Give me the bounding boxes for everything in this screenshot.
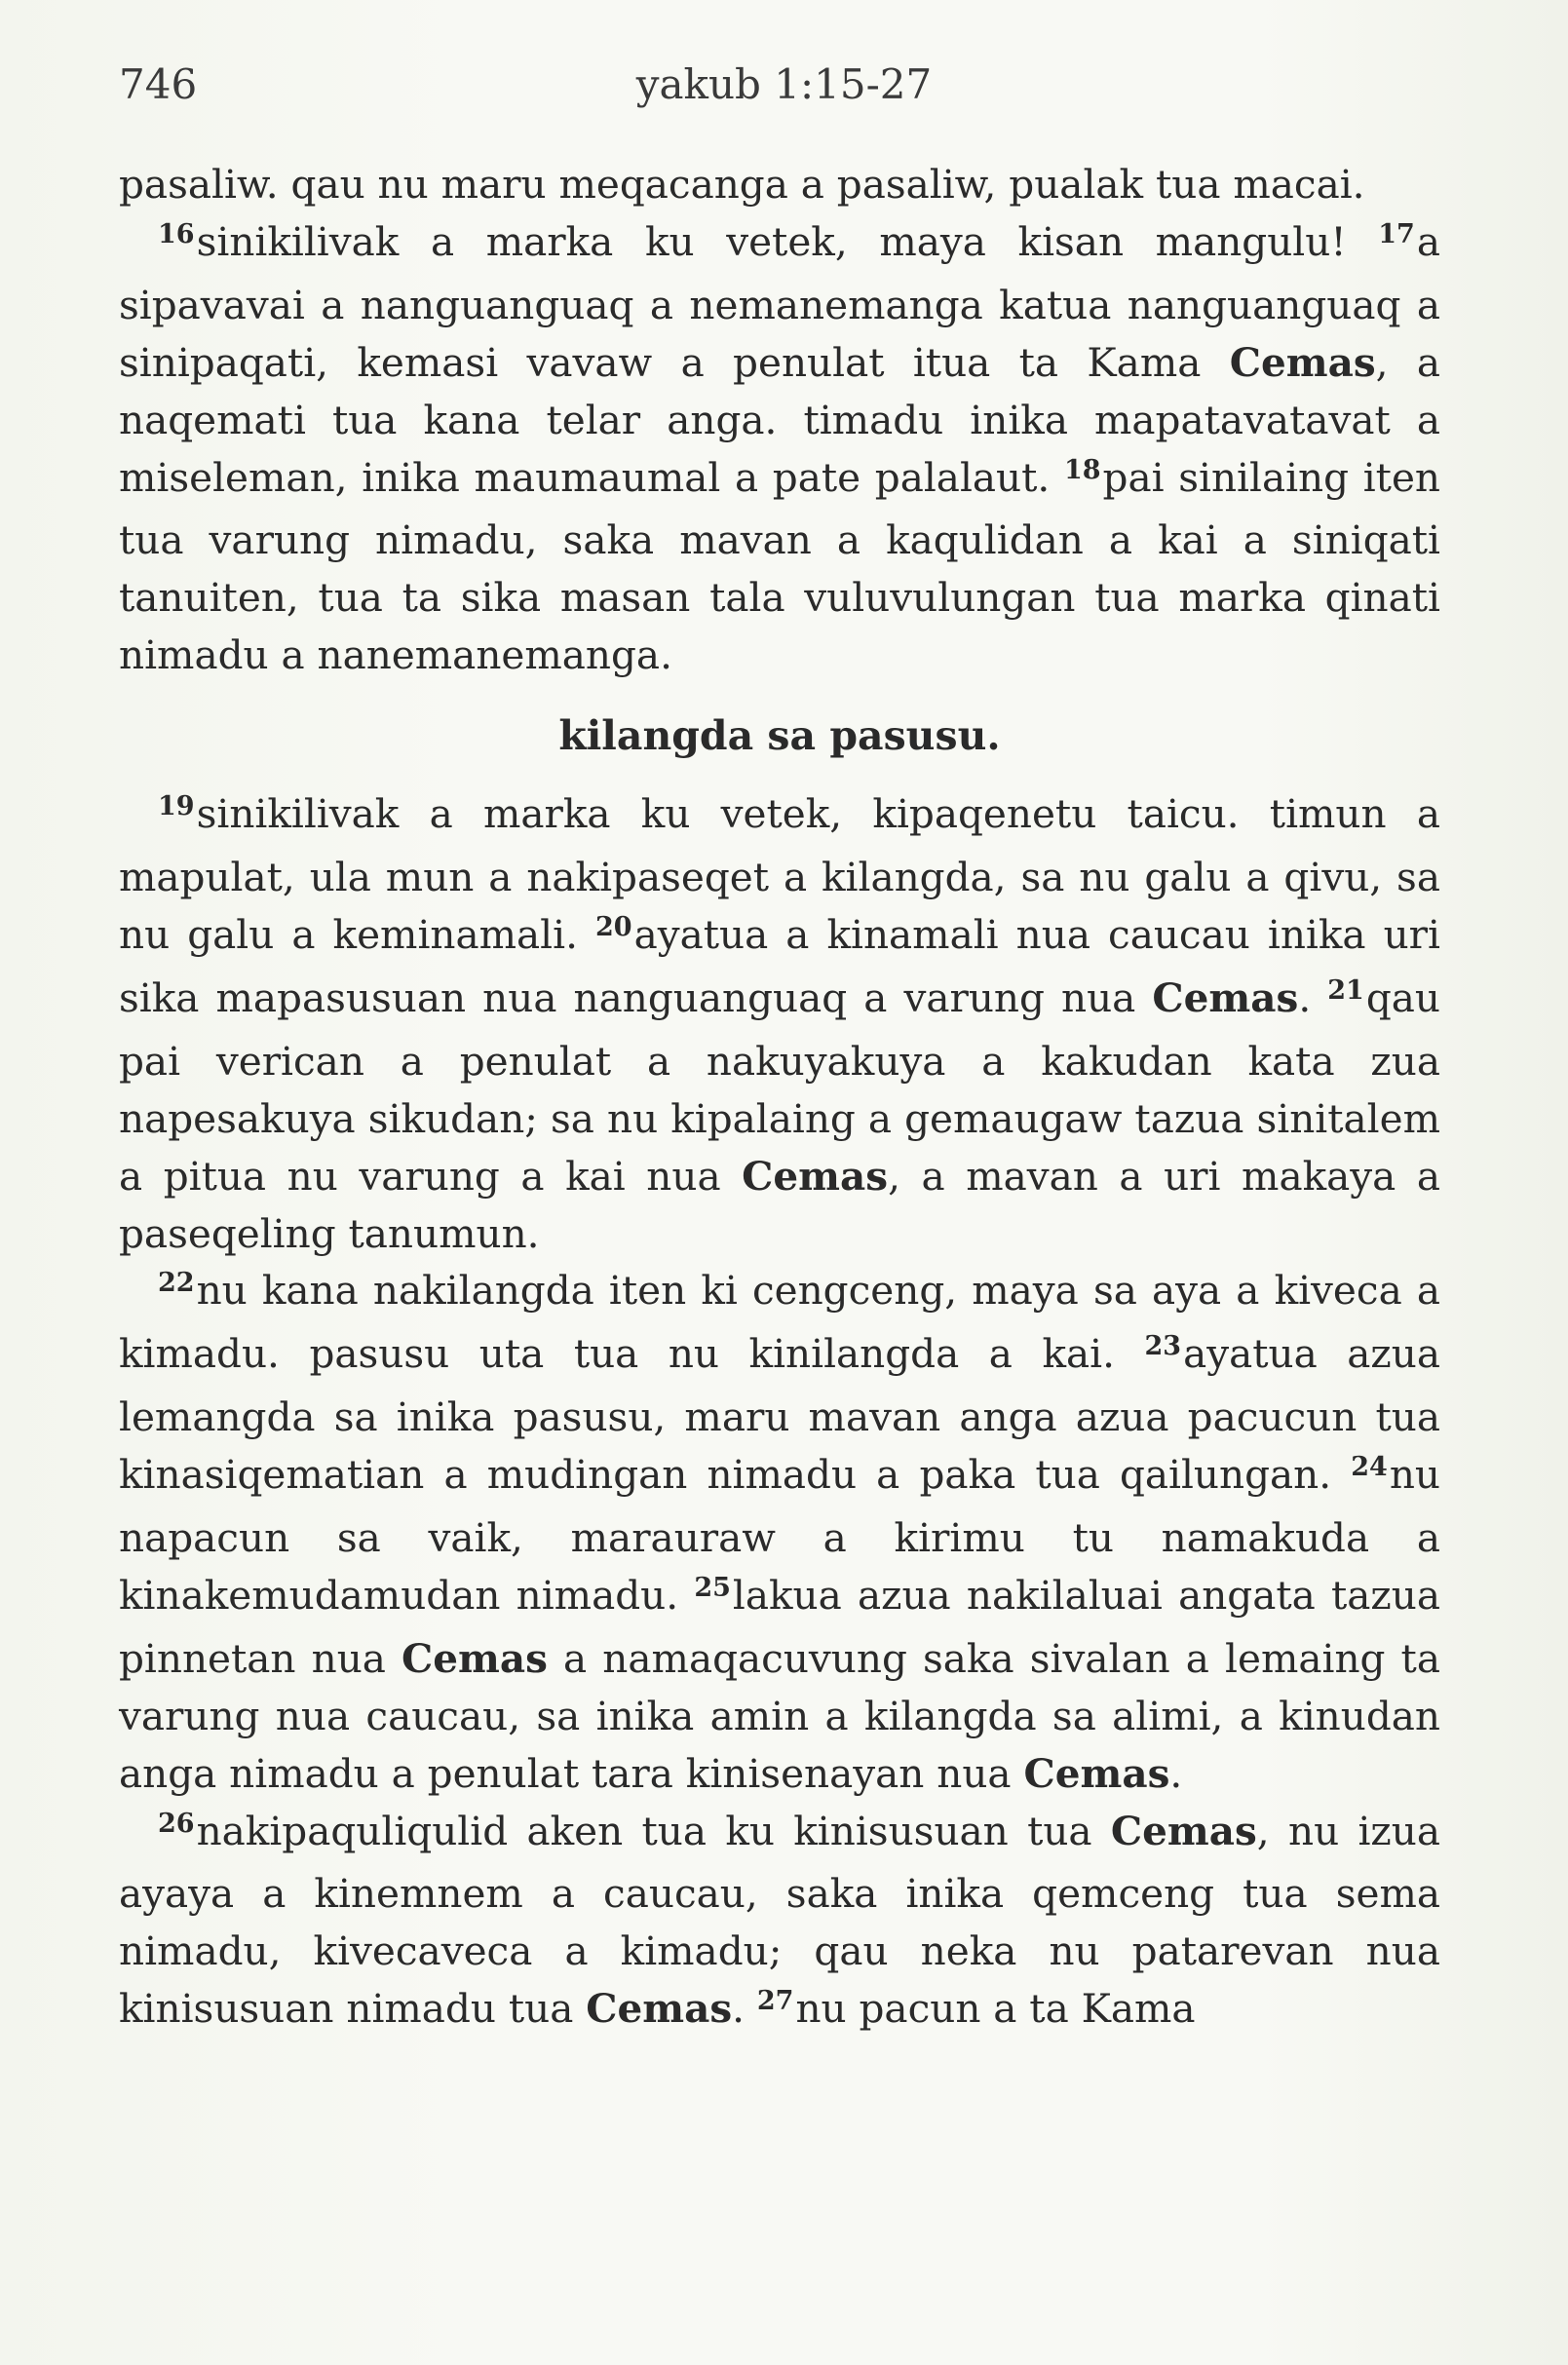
divine-name: Cemas bbox=[1229, 338, 1376, 386]
verse-text: nu kana nakilangda iten ki cengceng, maya sa aya a kiveca a kimadu. pasusu uta tua nu kinilangda a kai. bbox=[119, 1267, 1440, 1378]
verse-number: 26 bbox=[158, 1808, 195, 1839]
verse-number: 25 bbox=[694, 1572, 731, 1603]
verse-text: . bbox=[1298, 973, 1328, 1021]
body-text bbox=[119, 156, 1440, 2043]
divine-name: Cemas bbox=[1152, 973, 1299, 1021]
chapter-reference: yakub 1:15-27 bbox=[635, 60, 933, 108]
verse-text: , nu izua ayaya a kinemnem a caucau, saka inika qemceng tua sema nimadu, kivecaveca a kimadu; qau neka nu patarevan nua kinisusuan nimadu tua bbox=[119, 1807, 1440, 2033]
verse-text: qau pai verican a penulat a nakuyakuya a kakudan kata zua napesakuya sikudan; sa nu kipalaing a gemaugaw tazua sinitalem a pitua nu varung a kai nua bbox=[119, 973, 1440, 1200]
verse-number: 20 bbox=[594, 911, 632, 942]
divine-name: Cemas bbox=[586, 1985, 733, 2033]
verse-number: 22 bbox=[158, 1268, 195, 1299]
verse-number: 24 bbox=[1351, 1452, 1388, 1483]
verse-number: 16 bbox=[158, 218, 195, 249]
verse-text: , a mavan a uri makaya a paseqeling tanumun. bbox=[119, 1152, 1441, 1257]
verse-number: 23 bbox=[1144, 1331, 1182, 1362]
text-block-1 bbox=[119, 156, 1440, 684]
verse-text: nu napacun sa vaik, marauraw a kirimu tu namakuda a kinakemudamudan nimadu. bbox=[119, 1451, 1440, 1619]
verse-number: 27 bbox=[756, 1986, 794, 2017]
verse-text: pasaliw. qau nu maru meqacanga a pasaliw, pualak tua macai. bbox=[119, 161, 1365, 208]
divine-name: Cemas bbox=[742, 1152, 889, 1200]
verse-text: , a naqemati tua kana telar anga. timadu inika mapatavatavat a miseleman, inika maumaumal a pate palalaut. bbox=[119, 338, 1440, 501]
verse-text: sinikilivak a marka ku vetek, kipaqenetu taicu. timun a mapulat, ula mun a nakipaseqet a kilangda, sa nu galu a qivu, sa nu galu a keminamali. bbox=[119, 790, 1440, 958]
paragraph bbox=[119, 785, 1440, 1262]
verse-text: . bbox=[732, 1985, 757, 2033]
divine-name: Cemas bbox=[1110, 1807, 1257, 1854]
verse-text: sinikilivak a marka ku vetek, maya kisan mangulu! bbox=[196, 217, 1379, 265]
running-header bbox=[119, 60, 1449, 119]
verse-text: lakua azua nakilaluai angata tazua pinnetan nua bbox=[119, 1571, 1440, 1682]
verse-text: ayatua azua lemangda sa inika pasusu, maru mavan anga azua pacucun tua kinasiqematian a mudingan nimadu a paka tua qailungan. bbox=[119, 1330, 1440, 1499]
verse-text: ayatua a kinamali nua caucau inika uri sika mapasusuan nua nanguanguaq a varung nua bbox=[119, 910, 1440, 1021]
verse-number: 19 bbox=[158, 791, 195, 822]
paragraph bbox=[119, 213, 1440, 684]
text-block-2 bbox=[119, 785, 1440, 2043]
verse-number: 18 bbox=[1063, 454, 1101, 485]
verse-text: nakipaquliqulid aken tua ku kinisusuan tua bbox=[196, 1807, 1111, 1854]
page-number: 746 bbox=[119, 60, 198, 108]
verse-number: 21 bbox=[1327, 974, 1364, 1006]
paragraph bbox=[119, 1803, 1440, 2044]
verse-number: 17 bbox=[1378, 218, 1415, 249]
paragraph bbox=[119, 156, 1440, 213]
verse-text: a namaqacuvung saka sivalan a lemaing ta varung nua caucau, sa inika amin a kilangda sa alimi, a kinudan anga nimadu a penulat tara kinisenayan nua bbox=[119, 1634, 1440, 1797]
verse-text: a sipavavai a nanguanguaq a nemanemanga katua nanguanguaq a sinipaqati, kemasi vavaw a penulat itua ta Kama bbox=[119, 217, 1440, 386]
paragraph bbox=[119, 1262, 1440, 1802]
verse-text: nu pacun a ta Kama bbox=[795, 1985, 1196, 2033]
verse-text: . bbox=[1169, 1749, 1183, 1797]
verse-text: pai sinilaing iten tua varung nimadu, saka mavan a kaqulidan a kai a siniqati tanuiten, tua ta sika masan tala vuluvulungan tua marka qinati nimadu a nanemanemanga. bbox=[119, 453, 1441, 679]
section-heading: kilangda sa pasusu. bbox=[558, 712, 1001, 760]
divine-name: Cemas bbox=[402, 1634, 548, 1682]
divine-name: Cemas bbox=[1023, 1749, 1170, 1797]
